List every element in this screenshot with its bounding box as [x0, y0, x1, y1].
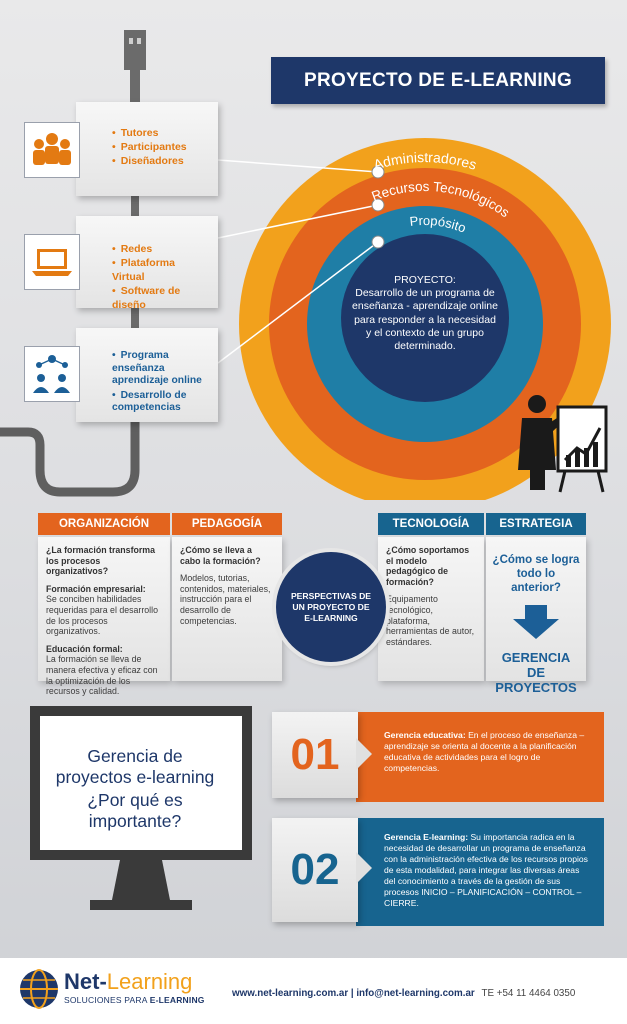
project-text: Desarrollo de un programa de enseñanza - aprendizaje online para responder a la necesidad y el contexto de un grupo determinado. — [352, 287, 498, 353]
ring-middle-label: Recursos Tecnológicos — [369, 178, 513, 221]
card-tech — [76, 216, 218, 311]
question: ¿Cómo soportamos el modelo pedagógico de formación? — [386, 545, 470, 587]
card-purpose — [76, 328, 218, 422]
reason-1-number: 01 — [272, 712, 358, 798]
reason-2-number: 02 — [272, 818, 358, 922]
ring-inner-label: Propósito — [408, 212, 469, 236]
reason-2-text: Gerencia E-learning: Su importancia radica en la necesidad de desarrollar un programa de enseñanza con la administración efectiva de los recursos propios de esta modalidad, para integrar las diversas áreas del conocimiento a través de la gestión de sus procesos INICIO – PLANIFICACIÓN – CONTROL – CIERRE. — [384, 832, 588, 908]
card-item: • Software de diseño — [112, 284, 210, 312]
globe-logo-icon — [18, 968, 60, 1010]
pointer — [356, 852, 374, 884]
monitor-line2: ¿Por qué es importante? — [87, 790, 183, 831]
arrow-down-icon — [513, 605, 559, 639]
reason-1-block — [356, 712, 604, 802]
monitor-text — [50, 746, 220, 832]
question: ¿La formación transforma los procesos organizativos? — [46, 545, 156, 577]
pointer — [356, 738, 374, 770]
page-title: PROYECTO DE E-LEARNING — [271, 57, 605, 104]
contact-links[interactable]: www.net-learning.com.ar | info@net-learning.com.ar — [232, 988, 475, 999]
project-heading: PROYECTO: — [394, 274, 456, 286]
tab-pedagogia: PEDAGOGÍA — [172, 513, 282, 535]
panel-organizacion — [38, 537, 170, 697]
tab-organizacion: ORGANIZACIÓN — [38, 513, 170, 535]
ring-outer-label: Administradores — [371, 149, 479, 173]
footer — [0, 958, 627, 1024]
card-item: • Programa enseñanza aprendizaje online — [112, 350, 210, 388]
panel-pedagogia — [172, 537, 282, 681]
tab-estrategia: ESTRATEGIA — [486, 513, 586, 535]
card-item: • Diseñadores — [112, 154, 187, 168]
panel-estrategia — [486, 537, 586, 695]
item: Educación formal: La formación se lleva de manera efectiva y eficaz con la optimización de los recursos y calidad. — [46, 643, 158, 697]
people-icon — [24, 122, 80, 178]
panel-tecnologia — [378, 537, 484, 681]
text: Modelos, tutorias, contenidos, materiales, instrucción para el desarrollo de competencias. — [180, 573, 271, 626]
perspectives-center: PERSPECTIVAS DE UN PROYECTO DE E-LEARNING — [276, 552, 386, 662]
brand-tagline: SOLUCIONES PARA E-LEARNING — [64, 995, 205, 1005]
card-item: • Plataforma Virtual — [112, 256, 210, 284]
strategy-answer: GERENCIA DE PROYECTOS — [495, 649, 577, 695]
laptop-icon — [24, 234, 80, 290]
card-item: • Participantes — [112, 140, 187, 154]
item: Formación empresarial: Se conciben habilidades requeridas para el desarrollo de los procesos organizativos. — [46, 583, 158, 637]
card-item: • Redes — [112, 242, 210, 256]
network-people-icon — [24, 346, 80, 402]
card-item: • Tutores — [112, 126, 187, 140]
reason-2-block — [356, 818, 604, 926]
brand-name: Net-Learning — [64, 969, 193, 994]
question: ¿Cómo se lleva a cabo la formación? — [180, 545, 261, 566]
project-description — [352, 274, 498, 353]
reason-1-text: Gerencia educativa: En el proceso de enseñanza – aprendizaje se orienta al docente a la planificación educativa de actividades para el logro de competencias. — [384, 730, 585, 773]
card-item: • Desarrollo de competencias — [112, 390, 210, 415]
text: Equipamento tecnológico, plataforma, herramientas de autor, estándares. — [386, 594, 475, 647]
tab-tecnologia: TECNOLOGÍA — [378, 513, 484, 535]
card-people — [76, 102, 218, 196]
contact-info — [232, 988, 575, 999]
strategy-question: ¿Cómo se logra todo lo anterior? — [492, 554, 580, 594]
phone: TE +54 11 4464 0350 — [481, 988, 576, 999]
monitor-line1: Gerencia de proyectos e-learning — [55, 746, 215, 787]
